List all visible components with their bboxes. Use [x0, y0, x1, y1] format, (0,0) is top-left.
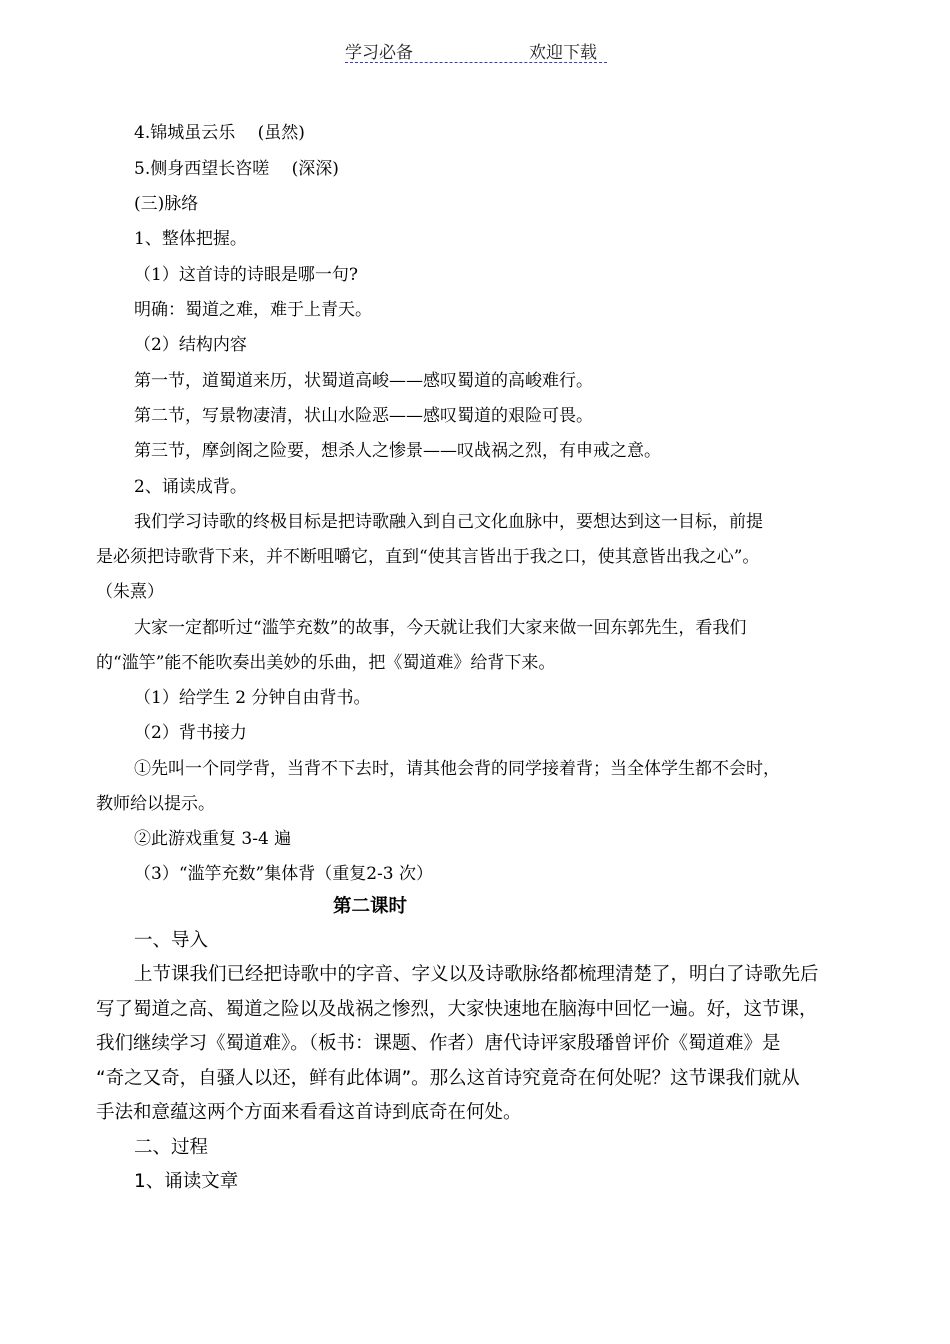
text-line: 上节课我们已经把诗歌中的字音、字义以及诗歌脉络都梳理清楚了，明白了诗歌先后	[134, 964, 819, 985]
text-line: “奇之又奇，自骚人以还，鲜有此体调”。那么这首诗究竟奇在何处呢？这节课我们就从	[96, 1068, 800, 1089]
text-line: 写了蜀道之高、蜀道之险以及战祸之惨烈，大家快速地在脑海中回忆一遍。好，这节课，	[96, 999, 818, 1020]
text-line: 1、诵读文章	[134, 1171, 239, 1192]
text-line: 我们学习诗歌的终极目标是把诗歌融入到自己文化血脉中，要想达到这一目标，前提	[134, 512, 763, 532]
text-line: 的“滥竽”能不能吹奏出美妙的乐曲，把《蜀道难》给背下来。	[96, 653, 556, 673]
text-line: 2、诵读成背。	[134, 477, 247, 497]
text-line: 4.锦城虽云乐 (虽然)	[134, 123, 305, 143]
text-line: 手法和意蕴这两个方面来看看这首诗到底奇在何处。	[96, 1102, 522, 1123]
text-line: （3）“滥竽充数”集体背（重复2-3 次）	[134, 864, 433, 884]
text-line: （2）背书接力	[134, 723, 247, 743]
text-line: (三)脉络	[134, 194, 199, 214]
text-line: 教师给以提示。	[96, 794, 215, 814]
text-line: 第三节，摩剑阁之险要，想杀人之惨景——叹战祸之烈，有申戒之意。	[134, 441, 661, 461]
page-header	[345, 38, 607, 64]
text-line: 是必须把诗歌背下来，并不断咀嚼它，直到“使其言皆出于我之口，使其意皆出我之心”。	[96, 547, 760, 567]
text-line: 第二节，写景物凄清，状山水险恶——感叹蜀道的艰险可畏。	[134, 406, 593, 426]
text-line: 一、导入	[134, 930, 209, 951]
text-line: （1）这首诗的诗眼是哪一句?	[134, 265, 358, 285]
text-line: 5.侧身西望长咨嗟 (深深)	[134, 159, 339, 179]
text-line: 大家一定都听过“滥竽充数”的故事，今天就让我们大家来做一回东郭先生，看我们	[134, 618, 747, 638]
text-line: 我们继续学习《蜀道难》。（板书：课题、作者）唐代诗评家殷璠曾评价《蜀道难》是	[96, 1033, 781, 1054]
text-line: （1）给学生 2 分钟自由背书。	[134, 688, 371, 708]
text-line: ②此游戏重复 3-4 遍	[134, 829, 292, 849]
text-line: （朱熹）	[96, 582, 164, 602]
header-dashed-rule	[345, 62, 607, 63]
text-line: 二、过程	[134, 1137, 209, 1158]
text-line: 明确：蜀道之难，难于上青天。	[134, 300, 372, 320]
text-line: ①先叫一个同学背，当背不下去时，请其他会背的同学接着背；当全体学生都不会时，	[134, 759, 780, 779]
text-line: 1、整体把握。	[134, 229, 247, 249]
header-right-text: 欢迎下载	[529, 43, 597, 63]
text-line: 第一节，道蜀道来历，状蜀道高峻——感叹蜀道的高峻难行。	[134, 371, 593, 391]
text-line: （2）结构内容	[134, 335, 247, 355]
header-left-text: 学习必备	[345, 43, 413, 63]
section-title: 第二课时	[333, 896, 408, 917]
